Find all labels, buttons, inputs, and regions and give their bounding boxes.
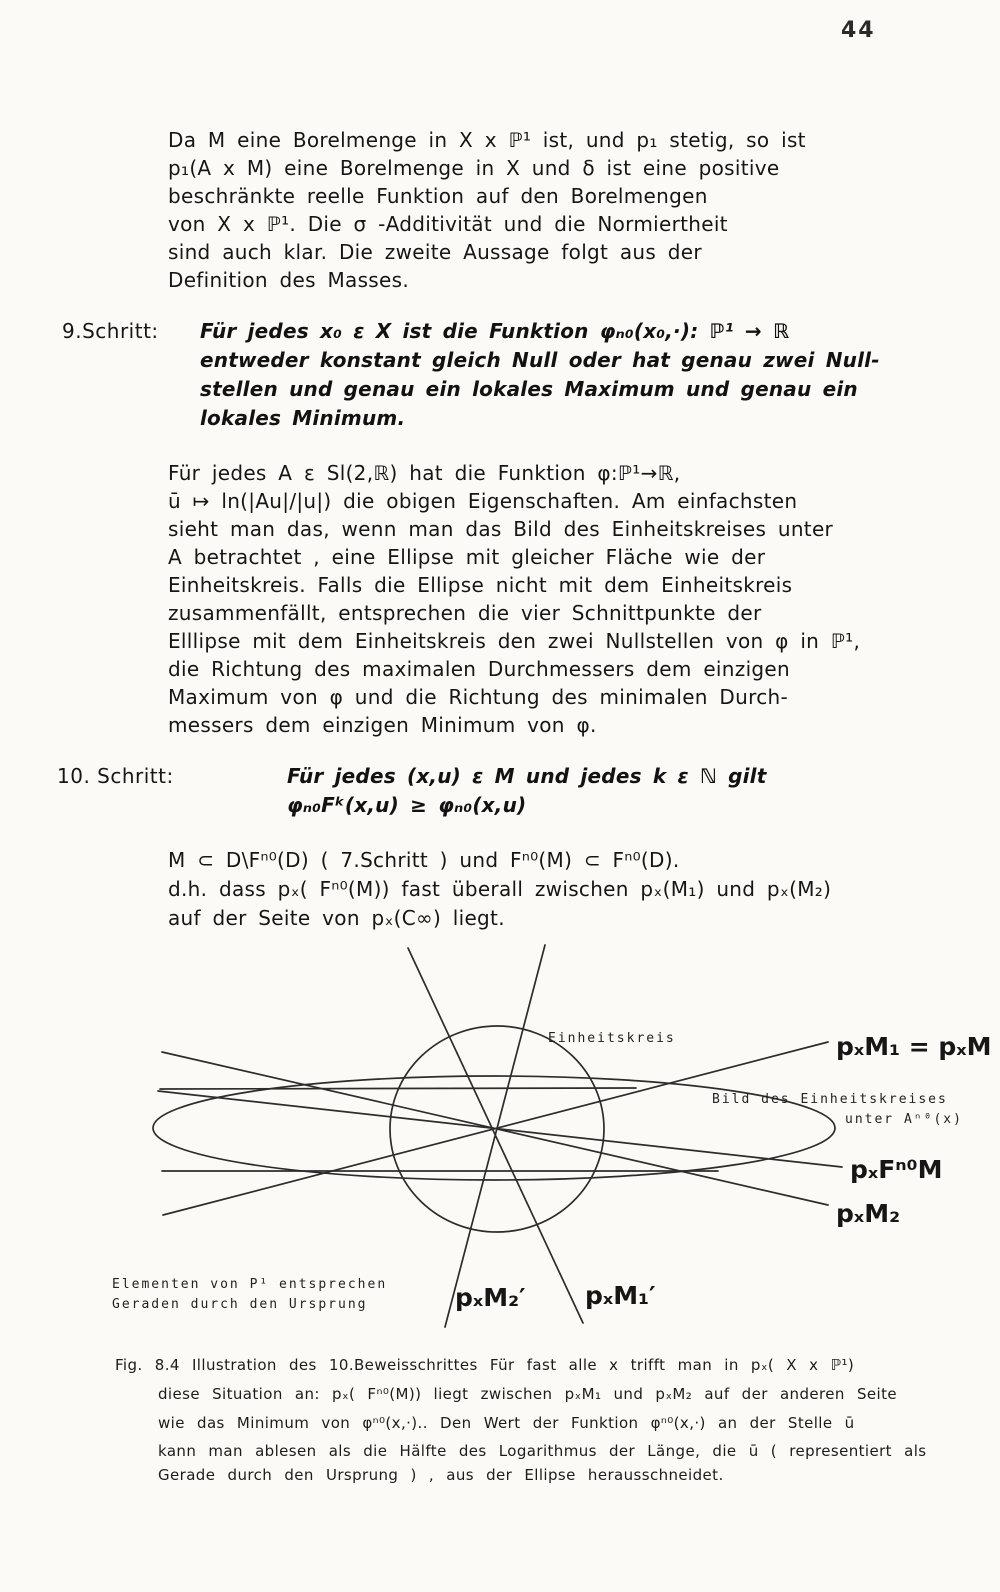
text-line: auf der Seite von pₓ(C∞) liegt. [168,906,505,930]
text-line: zusammenfällt, entsprechen die vier Schnittpunkte der [168,601,762,625]
figure-caption-line: wie das Minimum von φⁿ⁰(x,·).. Den Wert der Funktion φⁿ⁰(x,·) an der Stelle ū [158,1414,855,1432]
text-line: Maximum von φ und die Richtung des minimalen Durch- [168,685,788,709]
text-line: M ⊂ D\Fⁿ⁰(D) ( 7.Schritt ) und Fⁿ⁰(M) ⊂ Fⁿ⁰(D). [168,848,680,872]
step-9-label: 9.Schritt: [62,319,159,343]
label-pxM2: pₓM₂ [836,1199,901,1228]
text-line: Für jedes (x,u) ε M und jedes k ε ℕ gilt [287,764,767,788]
text-line: sind auch klar. Die zweite Aussage folgt aus der [168,240,702,264]
chord-line-top [160,1088,636,1089]
label-einheitskreis: Einheitskreis [548,1031,676,1046]
label-geraden-durch-ursprung: Geraden durch den Ursprung [112,1297,368,1312]
label-elementen-von-p1: Elementen von P¹ entsprechen [112,1277,388,1292]
text-line: die Richtung des maximalen Durchmessers dem einzigen [168,657,790,681]
text-line: Für jedes x₀ ε X ist die Funktion φₙ₀(x₀,·): ℙ¹ → ℝ [200,319,790,343]
text-line: beschränkte reelle Funktion auf den Borelmengen [168,184,708,208]
text-line: messers dem einzigen Minimum von φ. [168,713,597,737]
label-pxM2-prime: pₓM₂′ [455,1283,526,1312]
text-line: entweder konstant gleich Null oder hat genau zwei Null- [200,348,880,372]
figure-caption-line: Fig. 8.4 Illustration des 10.Beweisschrittes Für fast alle x trifft man in pₓ( X x ℙ¹) [115,1356,855,1374]
label-pxM1-eq-pxM: pₓM₁ = pₓM [836,1032,992,1061]
text-line: von X x ℙ¹. Die σ -Additivität und die Normiertheit [168,212,728,236]
page-number: 44 [841,18,876,43]
text-line: d.h. dass pₓ( Fⁿ⁰(M)) fast überall zwischen pₓ(M₁) und pₓ(M₂) [168,877,832,901]
label-bild-des-einheitskreises: Bild des Einheitskreises [712,1092,948,1107]
text-line: Für jedes A ε Sl(2,ℝ) hat die Funktion φ:ℙ¹→ℝ, [168,461,681,485]
label-pxFn0M: pₓFⁿ⁰M [850,1155,943,1184]
text-line: p₁(A x M) eine Borelmenge in X und δ ist eine positive [168,156,780,180]
label-unter-an0x: unter Aⁿ⁰(x) [845,1112,963,1127]
text-line: Elllipse mit dem Einheitskreis den zwei Nullstellen von φ in ℙ¹, [168,629,861,653]
text-line: lokales Minimum. [200,406,406,430]
text-line: Einheitskreis. Falls die Ellipse nicht mit dem Einheitskreis [168,573,793,597]
figure-caption-line: Gerade durch den Ursprung ) , aus der Ellipse herausschneidet. [158,1466,724,1484]
text-line: stellen und genau ein lokales Maximum und genau ein [200,377,858,401]
step-10-label: 10. Schritt: [57,764,174,788]
text-line: A betrachtet , eine Ellipse mit gleicher Fläche wie der [168,545,766,569]
text-line: Definition des Masses. [168,268,410,292]
label-pxM1-prime: pₓM₁′ [585,1281,656,1310]
figure-caption-line: diese Situation an: pₓ( Fⁿ⁰(M)) liegt zwischen pₓM₁ und pₓM₂ auf der anderen Seite [158,1385,897,1403]
text-line: sieht man das, wenn man das Bild des Einheitskreises unter [168,517,834,541]
text-line: ū ↦ ln(|Au|/|u|) die obigen Eigenschaften. Am einfachsten [168,489,798,513]
text-line: Da M eine Borelmenge in X x ℙ¹ ist, und p₁ stetig, so ist [168,128,806,152]
figure-caption-line: kann man ablesen als die Hälfte des Logarithmus der Länge, die ū ( representiert als [158,1442,927,1460]
formula-line: φₙ₀Fᵏ(x,u) ≥ φₙ₀(x,u) [287,793,527,817]
